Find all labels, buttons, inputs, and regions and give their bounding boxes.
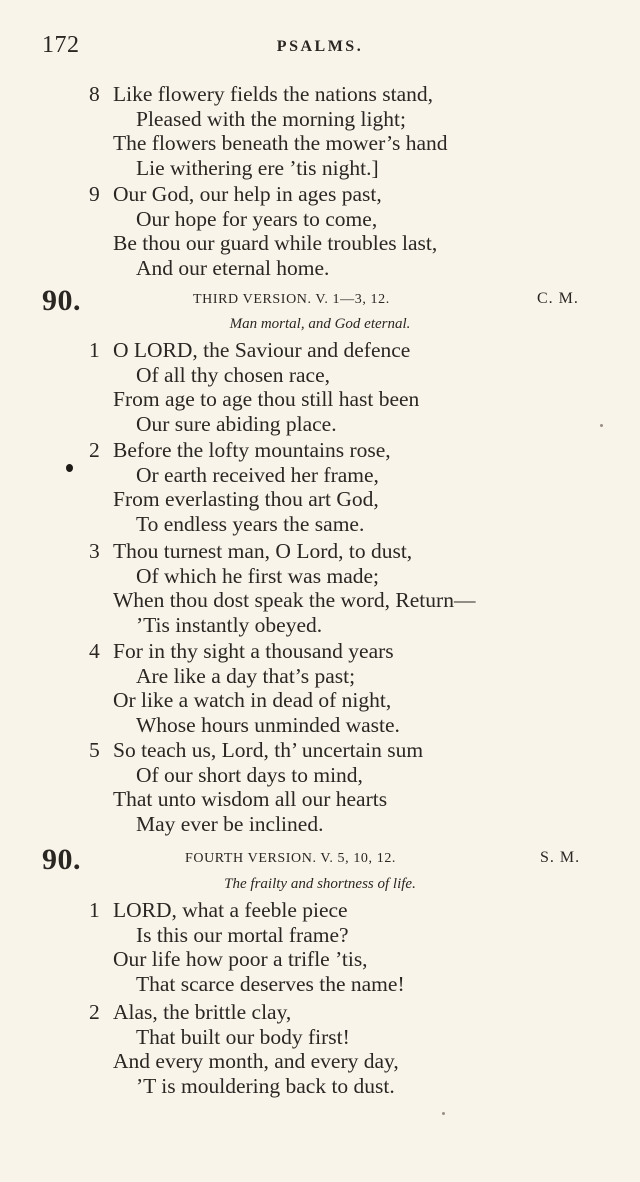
verse-line bbox=[0, 688, 600, 713]
verse-line bbox=[0, 207, 600, 232]
stanza-number: 2 bbox=[89, 438, 100, 462]
psalm-subtitle: Man mortal, and God eternal. bbox=[229, 316, 411, 332]
line-text: Be thou our guard while troubles last, bbox=[113, 231, 438, 255]
version-label: FOURTH VERSION. V. 5, 10, 12. bbox=[185, 851, 397, 866]
line-text: Like flowery fields the nations stand, bbox=[113, 82, 434, 106]
verse-line bbox=[0, 763, 600, 788]
line-text: Pleased with the morning light; bbox=[136, 106, 406, 131]
verse-line bbox=[0, 947, 600, 972]
verse-line bbox=[0, 131, 600, 156]
paper-speck bbox=[442, 1112, 445, 1115]
stanza-3 bbox=[0, 539, 600, 637]
line-text: That scarce deserves the name! bbox=[136, 971, 405, 996]
verse-line bbox=[0, 256, 600, 281]
verse-line bbox=[0, 738, 600, 763]
line-text: Our sure abiding place. bbox=[136, 411, 337, 436]
line-text: And our eternal home. bbox=[136, 255, 330, 280]
ink-blot bbox=[66, 464, 73, 472]
verse-line bbox=[0, 463, 600, 488]
verse-line bbox=[0, 82, 600, 107]
verse-line bbox=[0, 156, 600, 181]
verse-line bbox=[0, 713, 600, 738]
stanza-number: 5 bbox=[89, 738, 100, 762]
line-text: And every month, and every day, bbox=[113, 1049, 399, 1073]
line-text: O LORD, the Saviour and defence bbox=[113, 338, 411, 362]
stanza-number: 8 bbox=[89, 82, 100, 106]
stanza-1-fourth bbox=[0, 898, 600, 996]
verse-line bbox=[0, 613, 600, 638]
line-text: Before the lofty mountains rose, bbox=[113, 438, 391, 462]
verse-line bbox=[0, 588, 600, 613]
verse-line bbox=[0, 412, 600, 437]
page-number: 172 bbox=[42, 32, 80, 58]
verse-line bbox=[0, 972, 600, 997]
line-text: When thou dost speak the word, Return— bbox=[113, 588, 476, 612]
verse-line bbox=[0, 338, 600, 363]
verse-line bbox=[0, 812, 600, 837]
verse-line bbox=[0, 898, 600, 923]
line-text: So teach us, Lord, th’ uncertain sum bbox=[113, 738, 424, 762]
verse-line bbox=[0, 923, 600, 948]
stanza-number: 1 bbox=[89, 338, 100, 362]
psalm-number: 90. bbox=[42, 284, 81, 317]
running-title: PSALMS. bbox=[276, 38, 364, 55]
stanza-1 bbox=[0, 338, 600, 436]
line-text: Is this our mortal frame? bbox=[136, 922, 349, 947]
line-text: Alas, the brittle clay, bbox=[113, 1000, 292, 1024]
meter-label: C. M. bbox=[537, 290, 579, 307]
meter-label: S. M. bbox=[540, 849, 581, 866]
line-text: Lie withering ere ’tis night.] bbox=[136, 155, 379, 180]
line-text: Or like a watch in dead of night, bbox=[113, 688, 392, 712]
line-text: From everlasting thou art God, bbox=[113, 487, 379, 511]
verse-line bbox=[0, 564, 600, 589]
version-label: THIRD VERSION. V. 1—3, 12. bbox=[193, 292, 390, 307]
stanza-8 bbox=[0, 82, 600, 180]
verse-line bbox=[0, 438, 600, 463]
line-text: ’Tis instantly obeyed. bbox=[136, 612, 323, 637]
line-text: Of our short days to mind, bbox=[136, 762, 363, 787]
verse-line bbox=[0, 182, 600, 207]
line-text: For in thy sight a thousand years bbox=[113, 639, 394, 663]
stanza-number: 1 bbox=[89, 898, 100, 922]
verse-line bbox=[0, 539, 600, 564]
line-text: Or earth received her frame, bbox=[136, 462, 379, 487]
verse-line bbox=[0, 1074, 600, 1099]
verse-line bbox=[0, 1049, 600, 1074]
verse-line bbox=[0, 664, 600, 689]
verse-line bbox=[0, 387, 600, 412]
line-text: May ever be inclined. bbox=[136, 811, 324, 836]
stanza-number: 2 bbox=[89, 1000, 100, 1024]
line-text: Whose hours unminded waste. bbox=[136, 712, 400, 737]
stanza-number: 9 bbox=[89, 182, 100, 206]
line-text: Our life how poor a trifle ’tis, bbox=[113, 947, 368, 971]
psalm-number: 90. bbox=[42, 843, 81, 876]
verse-line bbox=[0, 1025, 600, 1050]
line-text: From age to age thou still hast been bbox=[113, 387, 420, 411]
stanza-number: 4 bbox=[89, 639, 100, 663]
line-text: That built our body first! bbox=[136, 1024, 350, 1049]
stanza-number: 3 bbox=[89, 539, 100, 563]
line-text: The flowers beneath the mower’s hand bbox=[113, 131, 448, 155]
verse-line bbox=[0, 512, 600, 537]
line-text: Of all thy chosen race, bbox=[136, 362, 331, 387]
line-text: Are like a day that’s past; bbox=[136, 663, 356, 688]
stanza-5 bbox=[0, 738, 600, 836]
line-text: Thou turnest man, O Lord, to dust, bbox=[113, 539, 413, 563]
verse-line bbox=[0, 487, 600, 512]
line-text: That unto wisdom all our hearts bbox=[113, 787, 388, 811]
line-text: Our God, our help in ages past, bbox=[113, 182, 382, 206]
stanza-2 bbox=[0, 438, 600, 536]
verse-line bbox=[0, 231, 600, 256]
paper-speck bbox=[600, 424, 603, 427]
line-text: To endless years the same. bbox=[136, 511, 365, 536]
psalm-subtitle: The frailty and shortness of life. bbox=[224, 876, 416, 892]
verse-line bbox=[0, 1000, 600, 1025]
line-text: LORD, what a feeble piece bbox=[113, 898, 348, 922]
verse-line bbox=[0, 639, 600, 664]
line-text: Our hope for years to come, bbox=[136, 206, 378, 231]
verse-line bbox=[0, 107, 600, 132]
line-text: Of which he first was made; bbox=[136, 563, 379, 588]
verse-line bbox=[0, 363, 600, 388]
line-text: ’T is mouldering back to dust. bbox=[136, 1073, 395, 1098]
stanza-4 bbox=[0, 639, 600, 737]
stanza-9 bbox=[0, 182, 600, 280]
verse-line bbox=[0, 787, 600, 812]
stanza-2-fourth bbox=[0, 1000, 600, 1098]
